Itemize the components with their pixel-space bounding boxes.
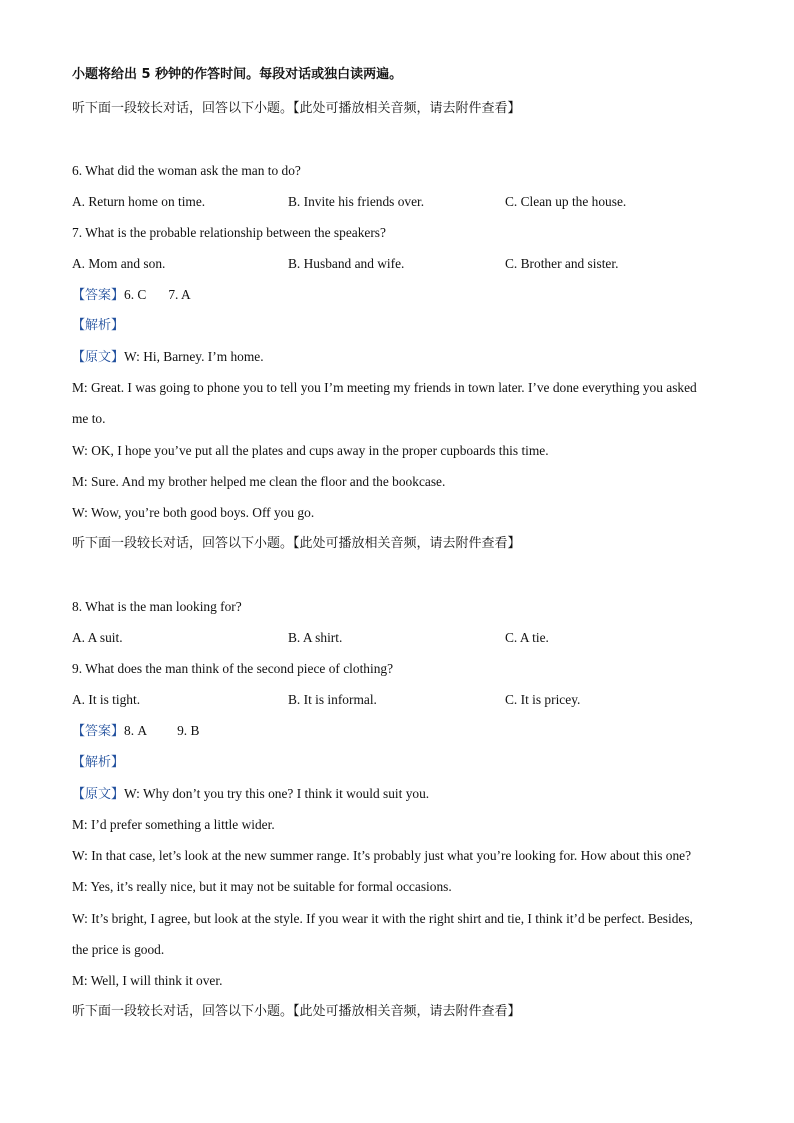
transcript-tag: 【原文】 <box>72 350 125 365</box>
answer-tag: 【答案】 <box>72 724 125 739</box>
transcript-line: W: Wow, you’re both good boys. Off you go. <box>72 505 315 520</box>
q6-option-b: B. Invite his friends over. <box>288 194 425 209</box>
transcript-line: the price is good. <box>72 942 165 957</box>
analysis-tag: 【解析】 <box>72 318 125 333</box>
listen-prompt: 听下面一段较长对话，回答以下小题。【此处可播放相关音频，请去附件查看】 <box>72 1004 521 1019</box>
q8-option-b: B. A shirt. <box>288 630 343 645</box>
transcript-line: W: It’s bright, I agree, but look at the style. If you wear it with the right shirt and tie, I think it’d be perfect. Besides, <box>72 911 693 926</box>
transcript-line <box>72 348 264 367</box>
q7-option-b: B. Husband and wife. <box>288 256 405 271</box>
answer-line-1 <box>72 286 191 305</box>
q8-option-c: C. A tie. <box>505 630 549 645</box>
question-6: 6. What did the woman ask the man to do? <box>72 163 301 178</box>
answer-8: 8. A <box>124 723 148 738</box>
transcript-tag: 【原文】 <box>72 787 125 802</box>
answer-7: 7. A <box>168 287 191 302</box>
listen-prompt: 听下面一段较长对话，回答以下小题。【此处可播放相关音频，请去附件查看】 <box>72 101 521 116</box>
answer-9: 9. B <box>177 723 200 738</box>
q8-option-a: A. A suit. <box>72 630 123 645</box>
transcript-line: W: In that case, let’s look at the new summer range. It’s probably just what you’re looking for. How about this one? <box>72 848 692 863</box>
listen-prompt: 听下面一段较长对话，回答以下小题。【此处可播放相关音频，请去附件查看】 <box>72 536 521 551</box>
q7-option-c: C. Brother and sister. <box>505 256 619 271</box>
transcript-line: M: Well, I will think it over. <box>72 973 223 988</box>
transcript-line <box>72 785 429 804</box>
transcript-line: M: Yes, it’s really nice, but it may not be suitable for formal occasions. <box>72 879 452 894</box>
q6-option-c: C. Clean up the house. <box>505 194 627 209</box>
question-9: 9. What does the man think of the second piece of clothing? <box>72 661 394 676</box>
transcript-line: me to. <box>72 411 106 426</box>
q9-option-a: A. It is tight. <box>72 692 141 707</box>
answer-tag: 【答案】 <box>72 288 125 303</box>
question-7: 7. What is the probable relationship between the speakers? <box>72 225 386 240</box>
instruction-text: 小题将给出 5 秒钟的作答时间。每段对话或独白读两遍。 <box>72 67 403 82</box>
transcript-line: M: Sure. And my brother helped me clean the floor and the bookcase. <box>72 474 446 489</box>
transcript-text: W: Hi, Barney. I’m home. <box>124 349 264 364</box>
transcript-text: W: Why don’t you try this one? I think it would suit you. <box>124 786 430 801</box>
q6-option-a: A. Return home on time. <box>72 194 206 209</box>
analysis-tag: 【解析】 <box>72 755 125 770</box>
q7-option-a: A. Mom and son. <box>72 256 166 271</box>
q9-option-c: C. It is pricey. <box>505 692 581 707</box>
transcript-line: W: OK, I hope you’ve put all the plates and cups away in the proper cupboards this time. <box>72 443 549 458</box>
question-8: 8. What is the man looking for? <box>72 599 242 614</box>
transcript-line: M: I’d prefer something a little wider. <box>72 817 275 832</box>
transcript-line: M: Great. I was going to phone you to tell you I’m meeting my friends in town later. I’ve done everything you asked <box>72 380 697 395</box>
answer-6: 6. C <box>124 287 147 302</box>
q9-option-b: B. It is informal. <box>288 692 377 707</box>
answer-line-2 <box>72 722 199 741</box>
